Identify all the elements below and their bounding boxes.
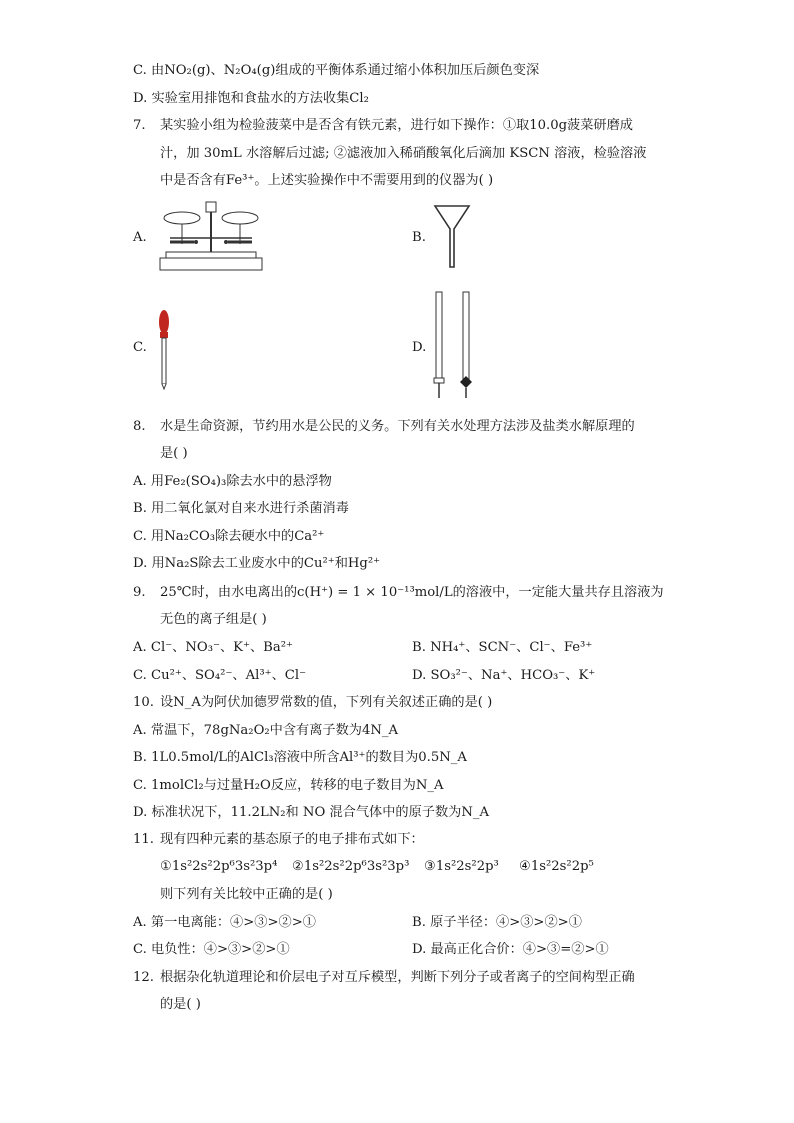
dropper-icon bbox=[154, 308, 174, 390]
burette-icon bbox=[430, 290, 478, 402]
q10-option-b: B. 1L0.5mol/L的AlCl₃溶液中所含Al³⁺的数目为0.5N_A bbox=[133, 750, 467, 765]
q7-option-b-label: B. bbox=[412, 230, 426, 245]
q10-option-d: D. 标准状况下，11.2LN₂和 NO 混合气体中的原子数为N_A bbox=[133, 805, 490, 820]
q11-option-d: D. 最高正化合价：④>③=②>① bbox=[412, 942, 609, 957]
q8-number: 8. bbox=[133, 419, 146, 434]
q8-option-c: C. 用Na₂CO₃除去硬水中的Ca²⁺ bbox=[133, 529, 325, 544]
q7-stem-line3: 中是否含有Fe³⁺。上述实验操作中不需要用到的仪器为( ) bbox=[160, 173, 494, 188]
q8-option-d: D. 用Na₂S除去工业废水中的Cu²⁺和Hg²⁺ bbox=[133, 556, 381, 571]
q11-option-b: B. 原子半径：④>③>②>① bbox=[412, 915, 582, 930]
q9-option-c: C. Cu²⁺、SO₄²⁻、Al³⁺、Cl⁻ bbox=[133, 668, 307, 683]
q9-option-d: D. SO₃²⁻、Na⁺、HCO₃⁻、K⁺ bbox=[412, 668, 596, 683]
q10-stem: 设N_A为阿伏加德罗常数的值，下列有关叙述正确的是( ) bbox=[160, 695, 493, 710]
q8-stem-line1: 水是生命资源，节约用水是公民的义务。下列有关水处理方法涉及盐类水解原理的 bbox=[160, 419, 635, 434]
funnel-icon bbox=[432, 203, 472, 271]
q11-config-2: ②1s²2s²2p⁶3s²3p³ bbox=[292, 859, 410, 874]
q11-stem-line3: 则下列有关比较中正确的是( ) bbox=[160, 887, 333, 902]
q12-number: 12. bbox=[133, 970, 154, 985]
q7-stem-line2: 汁，加 30mL 水溶解后过滤; ②滤液加入稀硝酸氧化后滴加 KSCN 溶液，检验溶液 bbox=[160, 146, 647, 161]
q7-stem-line1: 某实验小组为检验菠菜中是否含有铁元素，进行如下操作：①取10.0g菠菜研磨成 bbox=[160, 118, 633, 133]
q11-config-1: ①1s²2s²2p⁶3s²3p⁴ bbox=[160, 859, 278, 874]
q9-option-a: A. Cl⁻、NO₃⁻、K⁺、Ba²⁺ bbox=[133, 640, 293, 655]
q7-option-a-label: A. bbox=[133, 230, 147, 245]
q11-option-c: C. 电负性：④>③>②>① bbox=[133, 942, 290, 957]
q9-stem-line1: 25℃时，由水电离出的c(H⁺) = 1 × 10⁻¹³mol/L的溶液中，一定能大量共存且溶液为 bbox=[160, 585, 664, 600]
q9-option-b: B. NH₄⁺、SCN⁻、Cl⁻、Fe³⁺ bbox=[412, 640, 593, 655]
q6-option-d: D. 实验室用排饱和食盐水的方法收集Cl₂ bbox=[133, 91, 369, 106]
q6-option-c: C. 由NO₂(g)、N₂O₄(g)组成的平衡体系通过缩小体积加压后颜色变深 bbox=[133, 63, 540, 78]
q10-option-a: A. 常温下，78gNa₂O₂中含有离子数为4N_A bbox=[133, 723, 399, 738]
q11-option-a: A. 第一电离能：④>③>②>① bbox=[133, 915, 316, 930]
q10-number: 10. bbox=[133, 695, 154, 710]
balance-scale-icon bbox=[156, 196, 266, 276]
q8-stem-line2: 是( ) bbox=[160, 446, 188, 461]
q7-number: 7. bbox=[133, 118, 146, 133]
q8-option-b: B. 用二氧化氯对自来水进行杀菌消毒 bbox=[133, 501, 349, 516]
q7-option-d-label: D. bbox=[412, 340, 427, 355]
q11-config-3: ③1s²2s²2p³ bbox=[424, 859, 499, 874]
q8-option-a: A. 用Fe₂(SO₄)₃除去水中的悬浮物 bbox=[133, 474, 332, 489]
q12-stem-line1: 根据杂化轨道理论和价层电子对互斥模型，判断下列分子或者离子的空间构型正确 bbox=[160, 970, 635, 985]
q10-option-c: C. 1molCl₂与过量H₂O反应，转移的电子数目为N_A bbox=[133, 778, 444, 793]
q12-stem-line2: 的是( ) bbox=[160, 997, 201, 1012]
q9-number: 9. bbox=[133, 585, 146, 600]
q11-number: 11. bbox=[133, 832, 154, 847]
q11-config-4: ④1s²2s²2p⁵ bbox=[519, 859, 594, 874]
q9-stem-line2: 无色的离子组是( ) bbox=[160, 612, 267, 627]
q7-option-c-label: C. bbox=[133, 340, 147, 355]
q11-stem-line1: 现有四种元素的基态原子的电子排布式如下： bbox=[160, 832, 424, 847]
